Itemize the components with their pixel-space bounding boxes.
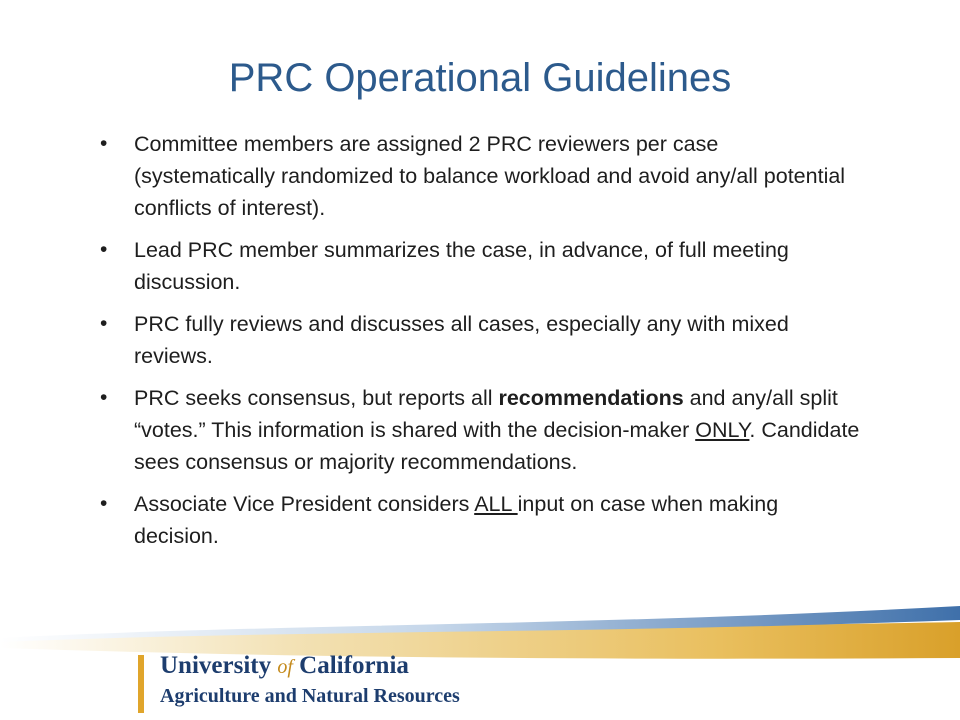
slide-title: PRC Operational Guidelines	[228, 56, 732, 100]
bullet-item	[100, 308, 860, 372]
bullet-icon: •	[100, 492, 108, 515]
logo-bar	[138, 655, 144, 713]
decorative-swoosh	[0, 600, 960, 660]
bullet-item	[100, 382, 860, 478]
logo-university-of-california	[160, 651, 409, 682]
bullet-icon: •	[100, 312, 108, 335]
bold-text: recommendations	[498, 386, 684, 410]
bullet-icon: •	[100, 132, 108, 155]
bullet-item	[100, 128, 860, 224]
logo-agriculture-natural-resources: Agriculture and Natural Resources	[160, 685, 460, 707]
bullet-text-part: and any/all split “votes.” This information is shared with the decision-maker	[134, 386, 838, 442]
bullet-text: Lead PRC member summarizes the case, in advance, of full meeting discussion.	[134, 238, 789, 294]
bullet-text: PRC fully reviews and discusses all cases, especially any with mixed reviews.	[134, 312, 789, 368]
bullet-text-part: input on case when making decision.	[134, 492, 779, 548]
logo-text: California	[292, 652, 409, 679]
bullet-text-part: Associate Vice President considers	[134, 492, 475, 516]
bullet-list	[100, 128, 860, 562]
bullet-text-part: PRC seeks consensus, but reports all	[134, 386, 499, 410]
underlined-text: ONLY	[695, 418, 750, 442]
logo-text-of: of	[277, 656, 293, 678]
bullet-text: Committee members are assigned 2 PRC reviewers per case (systematically randomized to balance workload and avoid any/all potential conflicts of interest).	[134, 132, 846, 220]
bullet-icon: •	[100, 386, 108, 409]
logo-text: University	[160, 652, 278, 679]
bullet-text	[134, 386, 859, 474]
underlined-text: ALL	[474, 492, 518, 516]
bullet-item	[100, 488, 860, 552]
bullet-text-part: . Candidate sees consensus or majority recommendations.	[134, 418, 860, 474]
bullet-icon: •	[100, 238, 108, 261]
bullet-item	[100, 234, 860, 298]
bullet-text	[134, 492, 778, 548]
